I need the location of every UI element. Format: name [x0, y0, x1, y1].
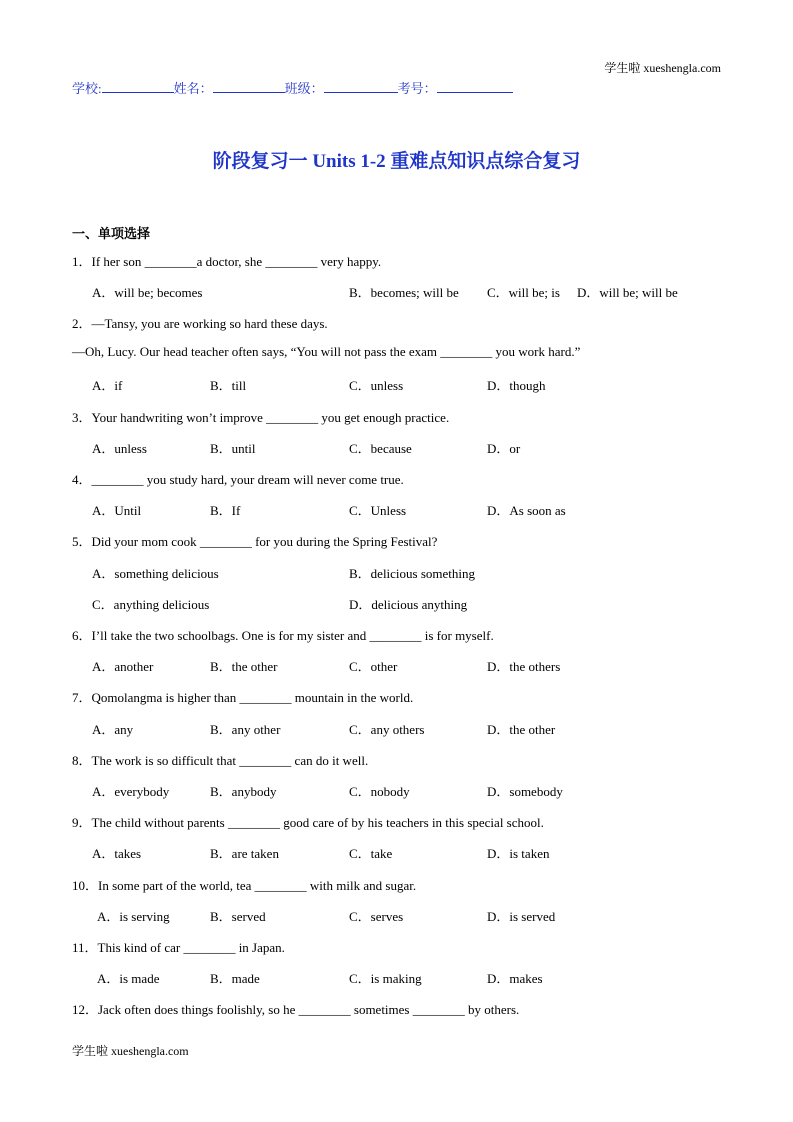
question-2-option-d[interactable]: D．though — [487, 378, 546, 393]
question-1-option-b[interactable]: B．becomes; will be — [349, 285, 459, 300]
question-10-option-c[interactable]: C．serves — [349, 909, 404, 924]
question-8-stem: 8．The work is so difficult that ________ can do it well. — [72, 753, 369, 768]
question-7-option-b[interactable]: B．any other — [210, 722, 281, 737]
question-7-stem: 7．Qomolangma is higher than ________ mountain in the world. — [72, 690, 414, 705]
question-11-option-d[interactable]: D．makes — [487, 971, 543, 986]
question-6-option-c[interactable]: C．other — [349, 659, 398, 674]
question-2-stem: 2．—Tansy, you are working so hard these days. — [72, 316, 328, 331]
question-5-option-c[interactable]: C．anything delicious — [92, 597, 210, 612]
question-2-stem-line2: —Oh, Lucy. Our head teacher often says, “You will not pass the exam ________ you work hard.” — [72, 344, 581, 359]
name-blank[interactable] — [213, 80, 285, 93]
watermark-bottom: 学生啦 xueshengla.com — [72, 1044, 189, 1058]
name-label: 姓名： — [173, 81, 213, 96]
question-6-option-a[interactable]: A．another — [92, 659, 154, 674]
question-11-option-a[interactable]: A．is made — [97, 971, 160, 986]
question-10-stem: 10．In some part of the world, tea ________ with milk and sugar. — [72, 878, 417, 893]
question-8-option-d[interactable]: D．somebody — [487, 784, 563, 799]
page-title: 阶段复习一 Units 1-2 重难点知识点综合复习 — [212, 151, 581, 172]
class-label: 班级： — [284, 81, 324, 96]
question-5-option-a[interactable]: A．something delicious — [92, 566, 219, 581]
question-9-stem: 9．The child without parents ________ good care of by his teachers in this special school. — [72, 815, 544, 830]
question-8-option-b[interactable]: B．anybody — [210, 784, 277, 799]
exam-no-label: 考号： — [397, 81, 437, 96]
question-9-option-a[interactable]: A．takes — [92, 846, 142, 861]
question-10-option-a[interactable]: A．is serving — [97, 909, 170, 924]
question-5-option-b[interactable]: B．delicious something — [349, 566, 476, 581]
question-4-option-a[interactable]: A．Until — [92, 503, 142, 518]
question-3-option-b[interactable]: B．until — [210, 441, 256, 456]
question-3-option-c[interactable]: C．because — [349, 441, 412, 456]
question-1-option-a[interactable]: A．will be; becomes — [92, 285, 203, 300]
question-1-option-c[interactable]: C．will be; is — [487, 285, 560, 300]
question-6-stem: 6．I’ll take the two schoolbags. One is for my sister and ________ is for myself. — [72, 628, 494, 643]
question-6-option-d[interactable]: D．the others — [487, 659, 561, 674]
question-11-option-b[interactable]: B．made — [210, 971, 260, 986]
question-4-option-c[interactable]: C．Unless — [349, 503, 407, 518]
watermark-top: 学生啦 xueshengla.com — [604, 61, 721, 75]
question-5-stem: 5．Did your mom cook ________ for you during the Spring Festival? — [72, 534, 438, 549]
question-8-option-c[interactable]: C．nobody — [349, 784, 410, 799]
question-3-stem: 3．Your handwriting won’t improve ________ you get enough practice. — [72, 410, 450, 425]
student-info-row — [72, 78, 513, 97]
question-1-stem: 1．If her son ________a doctor, she ________ very happy. — [72, 254, 382, 269]
question-9-option-d[interactable]: D．is taken — [487, 846, 550, 861]
school-blank[interactable] — [102, 80, 174, 93]
question-11-stem: 11．This kind of car ________ in Japan. — [72, 940, 285, 955]
question-1-option-d[interactable]: D．will be; will be — [577, 285, 678, 300]
question-2-option-b[interactable]: B．till — [210, 378, 247, 393]
question-9-option-c[interactable]: C．take — [349, 846, 393, 861]
question-8-option-a[interactable]: A．everybody — [92, 784, 170, 799]
question-5-option-d[interactable]: D．delicious anything — [349, 597, 468, 612]
exam-no-blank[interactable] — [437, 80, 513, 93]
question-10-option-d[interactable]: D．is served — [487, 909, 556, 924]
question-2-option-a[interactable]: A．if — [92, 378, 123, 393]
question-7-option-c[interactable]: C．any others — [349, 722, 425, 737]
question-12-stem: 12．Jack often does things foolishly, so he ________ sometimes ________ by others. — [72, 1002, 520, 1017]
question-10-option-b[interactable]: B．served — [210, 909, 266, 924]
question-7-option-d[interactable]: D．the other — [487, 722, 556, 737]
question-7-option-a[interactable]: A．any — [92, 722, 134, 737]
question-3-option-d[interactable]: D．or — [487, 441, 521, 456]
question-4-option-d[interactable]: D．As soon as — [487, 503, 566, 518]
question-3-option-a[interactable]: A．unless — [92, 441, 147, 456]
question-2-option-c[interactable]: C．unless — [349, 378, 404, 393]
question-4-option-b[interactable]: B．If — [210, 503, 241, 518]
class-blank[interactable] — [324, 80, 398, 93]
question-6-option-b[interactable]: B．the other — [210, 659, 278, 674]
question-11-option-c[interactable]: C．is making — [349, 971, 422, 986]
question-4-stem: 4．________ you study hard, your dream will never come true. — [72, 472, 404, 487]
school-label: 学校: — [72, 81, 102, 96]
question-9-option-b[interactable]: B．are taken — [210, 846, 279, 861]
section-heading: 一、单项选择 — [72, 226, 151, 241]
